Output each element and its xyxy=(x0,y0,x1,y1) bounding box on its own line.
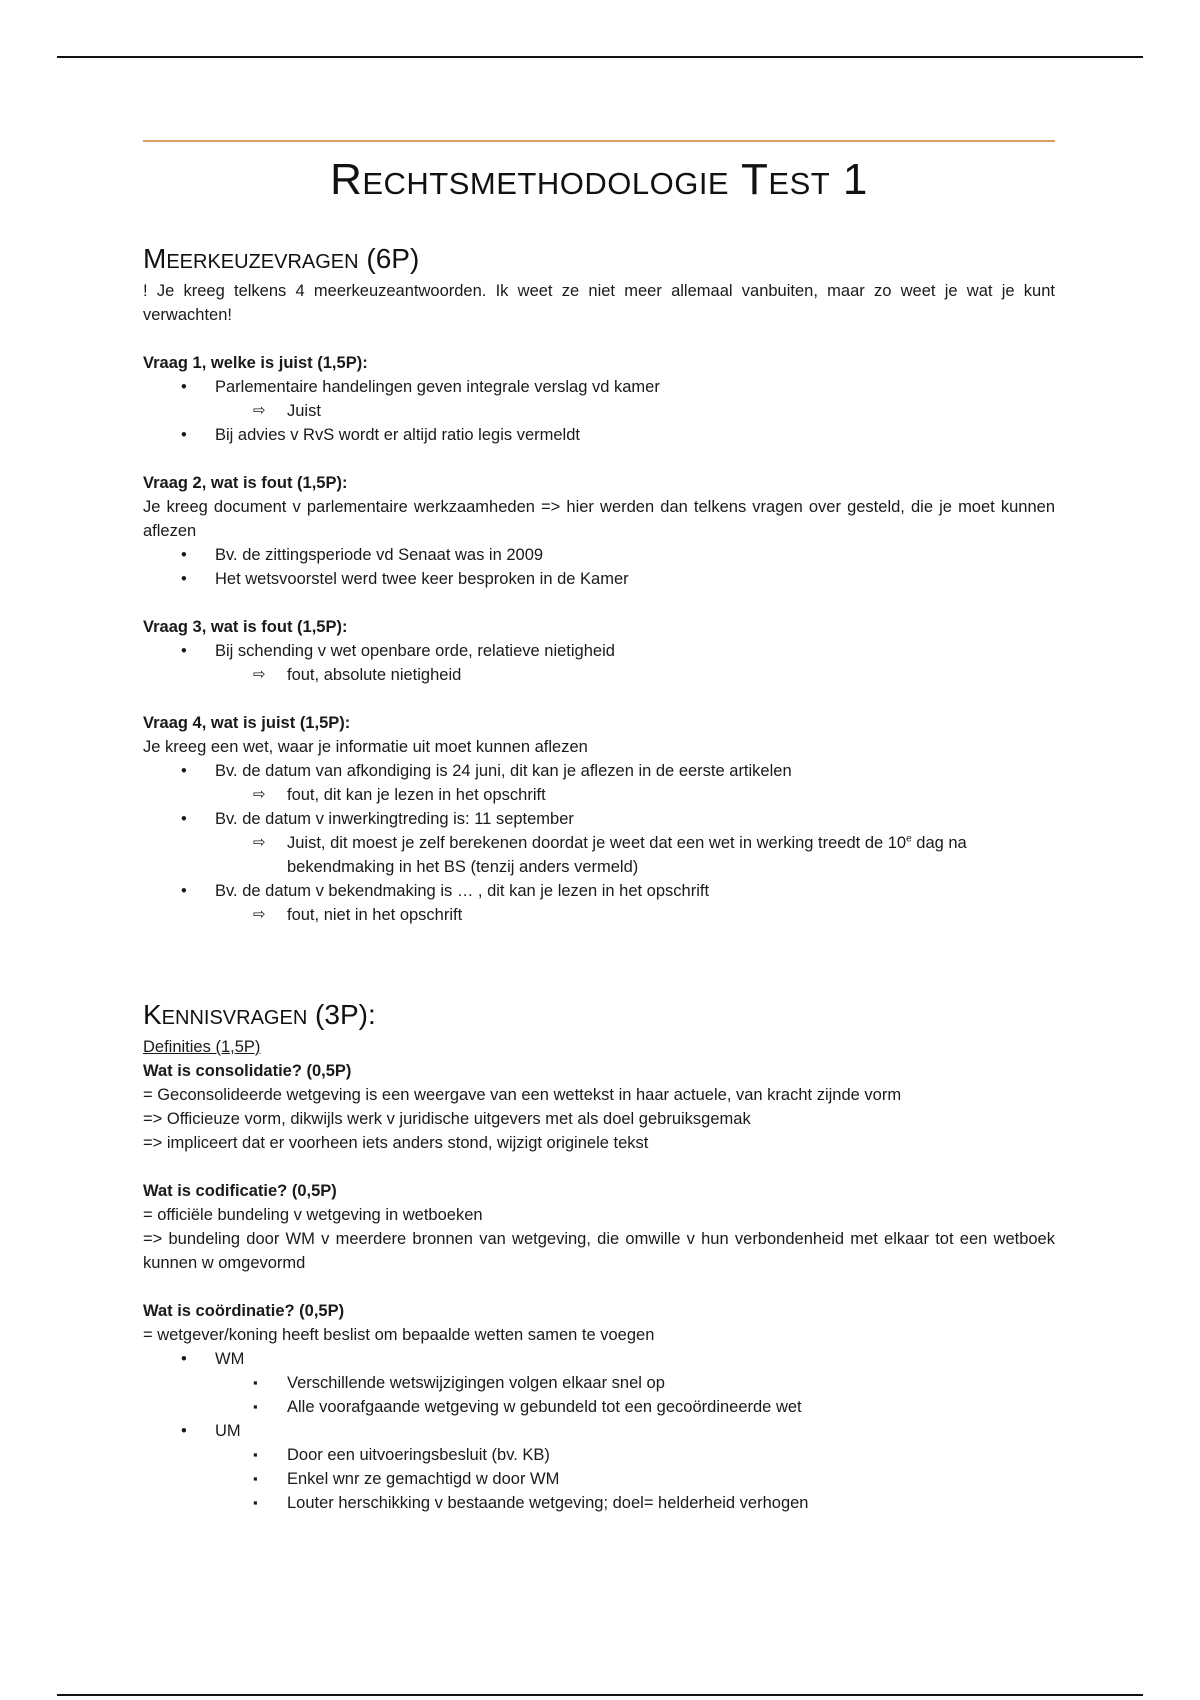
title-accent-rule xyxy=(143,140,1055,142)
list-item: • Bij advies v RvS wordt er altijd ratio legis vermeldt xyxy=(143,423,1055,447)
section-kennisvragen xyxy=(143,999,1055,1515)
text-line: => impliceert dat er voorheen iets anders stond, wijzigt originele tekst xyxy=(143,1134,649,1152)
sub-list-item: ▪ Enkel wnr ze gemachtigd w door WM xyxy=(143,1467,1055,1491)
sub-list-item: ▪ Alle voorafgaande wetgeving w gebundeld tot een gecoördineerde wet xyxy=(143,1395,1055,1419)
text-line: => Officieuze vorm, dikwijls werk v juridische uitgevers met als doel gebruiksgemak xyxy=(143,1110,751,1128)
section-heading: Kennisvragen (3P): xyxy=(143,999,376,1030)
arrow-right-icon: ⇨ xyxy=(253,834,266,851)
page-bottom-rule xyxy=(57,1694,1143,1696)
question-2-title: Vraag 2, wat is fout (1,5P): xyxy=(143,474,348,492)
list-item: • Bij schending v wet openbare orde, relatieve nietigheid xyxy=(143,639,1055,663)
question-4-intro: Je kreeg een wet, waar je informatie uit moet kunnen aflezen xyxy=(143,738,588,756)
sub-list-item: ▪ Door een uitvoeringsbesluit (bv. KB) xyxy=(143,1443,1055,1467)
question-1-title: Vraag 1, welke is juist (1,5P): xyxy=(143,354,368,372)
arrow-right-icon: ⇨ xyxy=(253,786,266,803)
question-3-title: Vraag 3, wat is fout (1,5P): xyxy=(143,618,348,636)
document-title: Rechtsmethodologie Test 1 xyxy=(330,155,868,204)
section-intro: ! Je kreeg telkens 4 meerkeuzeantwoorden. Ik weet ze niet meer allemaal vanbuiten, maar zo weet je wat je kunt verwachten! xyxy=(143,282,1055,324)
coordinatie-list xyxy=(143,1347,1055,1515)
document-body xyxy=(143,140,1055,1515)
question-consolidatie-title: Wat is consolidatie? (0,5P) xyxy=(143,1062,352,1080)
text-line: = wetgever/koning heeft beslist om bepaalde wetten samen te voegen xyxy=(143,1326,655,1344)
list-item: • Bv. de zittingsperiode vd Senaat was in 2009 xyxy=(143,543,1055,567)
list-item: • Bv. de datum v inwerkingtreding is: 11 september xyxy=(143,807,1055,831)
text-line: = Geconsolideerde wetgeving is een weergave van een wettekst in haar actuele, van kracht zijnde vorm xyxy=(143,1086,902,1104)
section-meerkeuzevragen xyxy=(143,243,1055,927)
answer-note: ⇨ fout, niet in het opschrift xyxy=(143,903,1055,927)
list-item: • Bv. de datum van afkondiging is 24 juni, dit kan je aflezen in de eerste artikelen xyxy=(143,759,1055,783)
question-2-list xyxy=(143,543,1055,591)
answer-note: ⇨ Juist, dit moest je zelf berekenen doordat je weet dat een wet in werking treedt de 10e dag na bekendmaking in het BS (tenzij anders vermeld) xyxy=(143,831,1055,879)
list-item: • WM xyxy=(143,1347,1055,1371)
question-4-title: Vraag 4, wat is juist (1,5P): xyxy=(143,714,351,732)
sub-list-item: ▪ Louter herschikking v bestaande wetgeving; doel= helderheid verhogen xyxy=(143,1491,1055,1515)
question-2-intro: Je kreeg document v parlementaire werkzaamheden => hier werden dan telkens vragen over gesteld, die je moet kunnen aflezen xyxy=(143,498,1055,540)
arrow-right-icon: ⇨ xyxy=(253,906,266,923)
question-codificatie-title: Wat is codificatie? (0,5P) xyxy=(143,1182,337,1200)
list-item: • Het wetsvoorstel werd twee keer besproken in de Kamer xyxy=(143,567,1055,591)
list-item: • Parlementaire handelingen geven integrale verslag vd kamer xyxy=(143,375,1055,399)
sub-list-item: ▪ Verschillende wetswijzigingen volgen elkaar snel op xyxy=(143,1371,1055,1395)
list-item: • UM xyxy=(143,1419,1055,1443)
answer-note: ⇨ fout, absolute nietigheid xyxy=(143,663,1055,687)
question-1-list xyxy=(143,375,1055,447)
answer-note: ⇨ Juist xyxy=(143,399,1055,423)
text-line: = officiële bundeling v wetgeving in wetboeken xyxy=(143,1206,483,1224)
section-heading: Meerkeuzevragen (6P) xyxy=(143,243,420,274)
page-top-rule xyxy=(57,56,1143,58)
question-coordinatie-title: Wat is coördinatie? (0,5P) xyxy=(143,1302,345,1320)
answer-note: ⇨ fout, dit kan je lezen in het opschrift xyxy=(143,783,1055,807)
subsection-title: Definities (1,5P) xyxy=(143,1038,261,1056)
arrow-right-icon: ⇨ xyxy=(253,402,266,419)
text-line: => bundeling door WM v meerdere bronnen van wetgeving, die omwille v hun verbondenheid met elkaar tot een wetboek kunnen w omgevormd xyxy=(143,1230,1055,1272)
arrow-right-icon: ⇨ xyxy=(253,666,266,683)
question-3-list xyxy=(143,639,1055,687)
list-item: • Bv. de datum v bekendmaking is … , dit kan je lezen in het opschrift xyxy=(143,879,1055,903)
question-4-list xyxy=(143,759,1055,927)
